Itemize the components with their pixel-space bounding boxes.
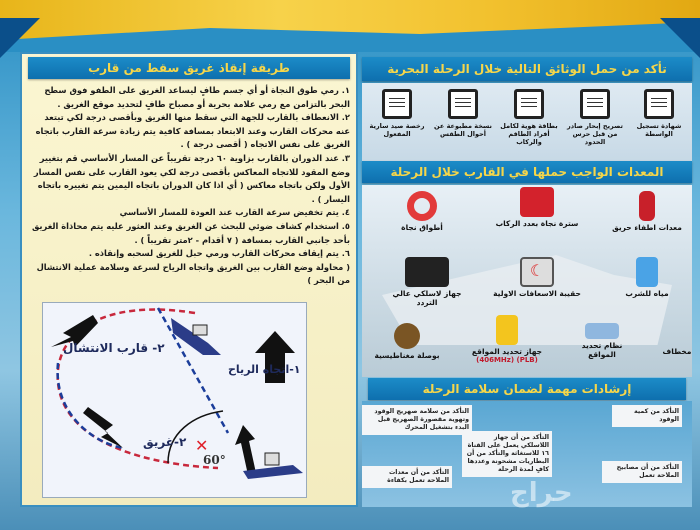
document-item: تصريح إبحار صادر من قبل حرس الحدود bbox=[564, 89, 626, 146]
rescue-procedure-panel bbox=[20, 52, 358, 507]
document-item: رخصة صيد سارية المفعول bbox=[366, 89, 428, 138]
rescue-boat-icon bbox=[171, 318, 221, 355]
tip-nav-lights: التأكد من أن مصابيح الملاحة تعمل bbox=[602, 461, 682, 483]
step: ٦. يتم إيقاف محركات القارب ورمي حبل للغريق لسحبه وإنقاذه . bbox=[88, 248, 350, 259]
watermark: حراج bbox=[510, 478, 573, 508]
radio-icon bbox=[405, 257, 449, 287]
rescue-steps bbox=[30, 84, 350, 288]
step: ٤. يتم تخفيض سرعة القارب عند العودة للمسار الأساسي bbox=[119, 207, 350, 218]
equipment-title: المعدات الواجب حملها في القارب خلال الرحلة bbox=[362, 161, 692, 183]
equipment-item: جهاز لاسلكي عالي التردد bbox=[382, 257, 472, 307]
top-banner bbox=[0, 0, 700, 48]
victim-x-icon: ✕ bbox=[195, 436, 209, 455]
id-card-icon bbox=[514, 89, 544, 119]
fishing-license-icon bbox=[382, 89, 412, 119]
tip-fuel: التأكد من كمية الوقود bbox=[612, 405, 682, 427]
life-ring-icon bbox=[407, 191, 437, 221]
angle-label: 60° bbox=[203, 453, 226, 467]
permit-icon bbox=[580, 89, 610, 119]
document-item: شهادة تسجيل الواسطة bbox=[628, 89, 690, 138]
checklist-panel bbox=[362, 55, 692, 507]
water-bottle-icon bbox=[636, 257, 658, 287]
equipment-item: ☾ حقيبة الاسعافات الاولية bbox=[492, 257, 582, 298]
step: ١. رمي طوق النجاة أو أي جسم طافٍ ليساعد الغريق على الطفو فوق سطح البحر بالتزامن مع رمي علامة بحرية أو مصباح طافٍ لتحديد موقع الغريق . bbox=[44, 85, 350, 109]
weather-report-icon bbox=[448, 89, 478, 119]
step-note: ( محاولة وضع القارب بين الغريق واتجاه الرياح لسرعة وسلامة عملية الانتشال من البحر ) bbox=[36, 261, 350, 286]
rescue-boat-label: ٢- قارب الانتشال bbox=[63, 341, 165, 355]
equipment-item: مياه للشرب bbox=[602, 257, 692, 298]
arrow-icon bbox=[83, 407, 123, 448]
tip-nav-equipment: التأكد من أن معدات الملاحة تعمل بكفاءة bbox=[362, 466, 452, 488]
fire-extinguisher-icon bbox=[639, 191, 655, 221]
tip-fuel-tank: التأكد من سلامة صهريج الوقود وتهوية مقصورة الصهريج قبل البدء بتشغيل المحرك bbox=[362, 405, 472, 435]
document-item: بطاقة هوية لكامل أفراد الطاقم والركاب bbox=[498, 89, 560, 146]
certificate-icon bbox=[644, 89, 674, 119]
equipment-item: معدات اطفاء حريق bbox=[602, 191, 692, 232]
step: ٢. الانعطاف بالقارب للجهة التي سقط منها الغريق وبأقصى درجة لكي تبتعد عنه محركات القارب وعند الابتعاد بمسافة كافية يتم زيادة سرعة القارب باتجاه الغريق على نفس الاتجاه ( أقصى درجة ) . bbox=[35, 112, 350, 150]
map-pin-icon bbox=[585, 323, 619, 339]
tip-radio: التأكد من أن جهاز اللاسلكي يعمل على القناة ١٦ للاستغاثة والتأكد من أن البطاريات مشحونة وعددها كافٍ لمدة الرحلة bbox=[462, 431, 552, 477]
equipment-item: بوصلة مغناطيسية bbox=[362, 323, 452, 360]
documents-title: تأكد من حمل الوثائق التالية خلال الرحلة البحرية bbox=[362, 57, 692, 81]
document-item: نسخة مطبوعة عن أحوال الطقس bbox=[432, 89, 494, 138]
rescue-diagram bbox=[42, 302, 307, 498]
compass-icon bbox=[394, 323, 420, 349]
rescue-title: طريقة إنقاذ غريق سقط من قارب bbox=[28, 57, 350, 79]
beacon-icon bbox=[496, 315, 518, 345]
equipment-item: جهاز تحديد المواقع (406MHz) (PLB) bbox=[462, 315, 552, 364]
equipment-item: نظام تحديد المواقع bbox=[567, 323, 637, 359]
step: ٥. استخدام كشاف ضوئي للبحث عن الغريق وعند العثور عليه يتم محاذاة الغريق بأحد جانبي القارب بمسافة ( ٧ أقدام - ٢متر تقريباً ) . bbox=[31, 220, 350, 245]
equipment-item: أطواق نجاة bbox=[377, 191, 467, 232]
step: ٣. عند الدوران بالقارب بزاوية ٦٠ درجة تقريباً عن المسار الأساسي قم بتغيير وضع المقود للاتجاه المعاكس بأقصى درجة لكي يعود القارب على نفس المسار الأول ولكن باتجاه معاكس ( أي اذا كان الدوران باتجاه اليمين يتم تغييره باتجاه اليسار ) . bbox=[33, 152, 350, 204]
anchor-icon: مخطاف bbox=[662, 347, 692, 356]
blue-path bbox=[58, 363, 123, 448]
equipment-list bbox=[362, 185, 692, 377]
life-jacket-icon bbox=[520, 187, 554, 217]
turn-arrow-icon bbox=[235, 425, 256, 475]
wind-direction-label: ١-اتجاه الرياح bbox=[228, 363, 301, 376]
first-aid-kit-icon: ☾ bbox=[520, 257, 554, 287]
tips-title: إرشادات مهمة لضمان سلامة الرحلة bbox=[368, 378, 686, 400]
documents-list bbox=[362, 83, 692, 161]
equipment-item: سترة نجاة بعدد الركاب bbox=[492, 187, 582, 228]
equipment-item bbox=[642, 345, 700, 356]
victim-label: ٢-غريق bbox=[143, 435, 187, 449]
